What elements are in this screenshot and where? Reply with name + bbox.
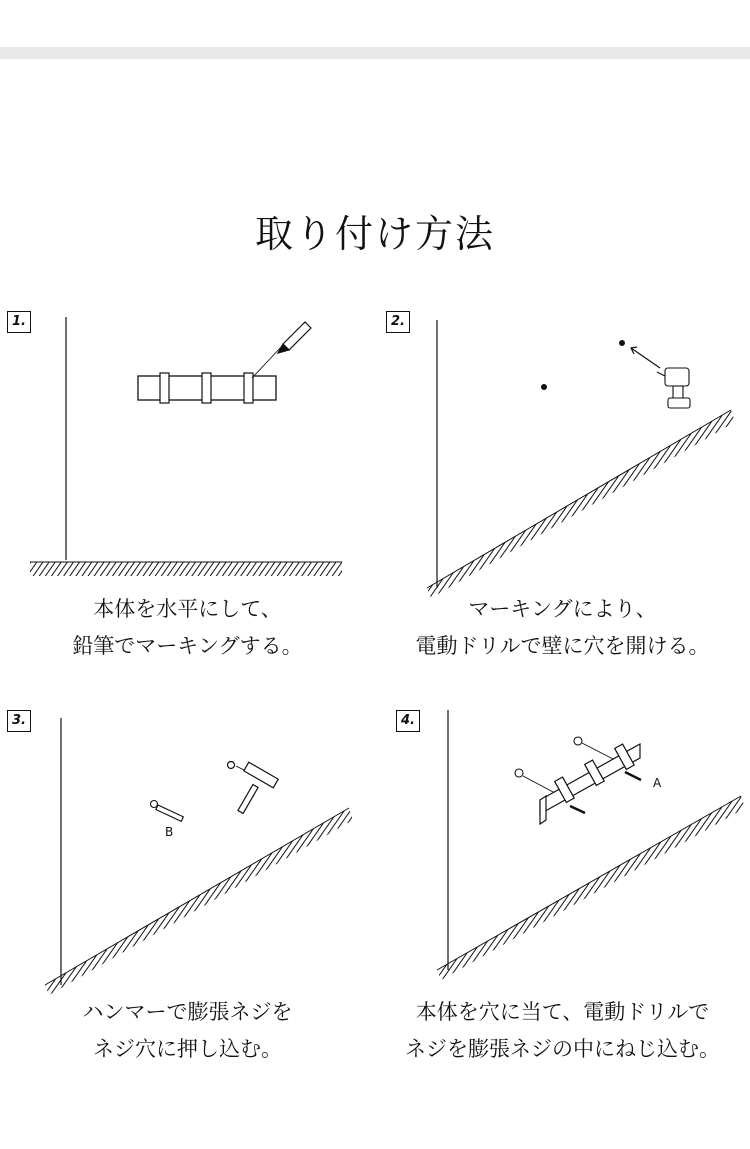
floor-hatch	[30, 562, 342, 576]
hook-rack-board	[138, 373, 276, 403]
floor-hatch	[437, 796, 745, 980]
step-3-badge: 3.	[7, 710, 31, 732]
marking-dot	[541, 384, 547, 390]
step-2-illustration	[375, 300, 750, 600]
step-4-caption-line-2: ネジを膨張ネジの中にねじ込む。	[405, 1037, 720, 1061]
step-3-illustration	[0, 700, 375, 1000]
step-2-badge: 2.	[386, 311, 410, 333]
page-title: 取り付け方法	[254, 212, 495, 256]
marking-dot	[619, 340, 625, 346]
hammer-icon	[228, 762, 279, 814]
hook-rack-board-angled	[540, 744, 640, 824]
step-4-badge: 4.	[396, 710, 420, 732]
step-4-illustration	[375, 700, 750, 1000]
floor-hatch	[45, 808, 353, 995]
step-2-caption-line-2: 電動ドリルで壁に穴を開ける。	[415, 634, 710, 658]
pencil-icon	[252, 322, 311, 378]
screw-icon	[570, 806, 585, 813]
floor-hatch	[427, 410, 735, 598]
step-2-caption-line-1: マーキングにより、	[468, 597, 657, 621]
top-divider-bar	[0, 47, 750, 59]
screw-icon	[625, 772, 641, 780]
expansion-screw-icon	[151, 801, 184, 822]
label-a: A	[653, 776, 662, 790]
step-1-caption-line-1: 本体を水平にして、	[93, 597, 282, 621]
step-1-caption-line-2: 鉛筆でマーキングする。	[72, 634, 303, 658]
step-3-caption-line-1: ハンマーで膨張ネジを	[82, 1000, 293, 1024]
arrow-icon	[631, 347, 660, 368]
screw-hole	[574, 737, 582, 745]
step-4-caption-line-1: 本体を穴に当て、電動ドリルで	[415, 1000, 710, 1024]
electric-drill-icon	[657, 368, 690, 408]
screw-hole	[515, 769, 523, 777]
step-1-illustration	[0, 300, 375, 590]
step-1-badge: 1.	[7, 311, 31, 333]
label-b: B	[165, 825, 174, 839]
step-3-caption-line-2: ネジ穴に押し込む。	[93, 1037, 282, 1061]
